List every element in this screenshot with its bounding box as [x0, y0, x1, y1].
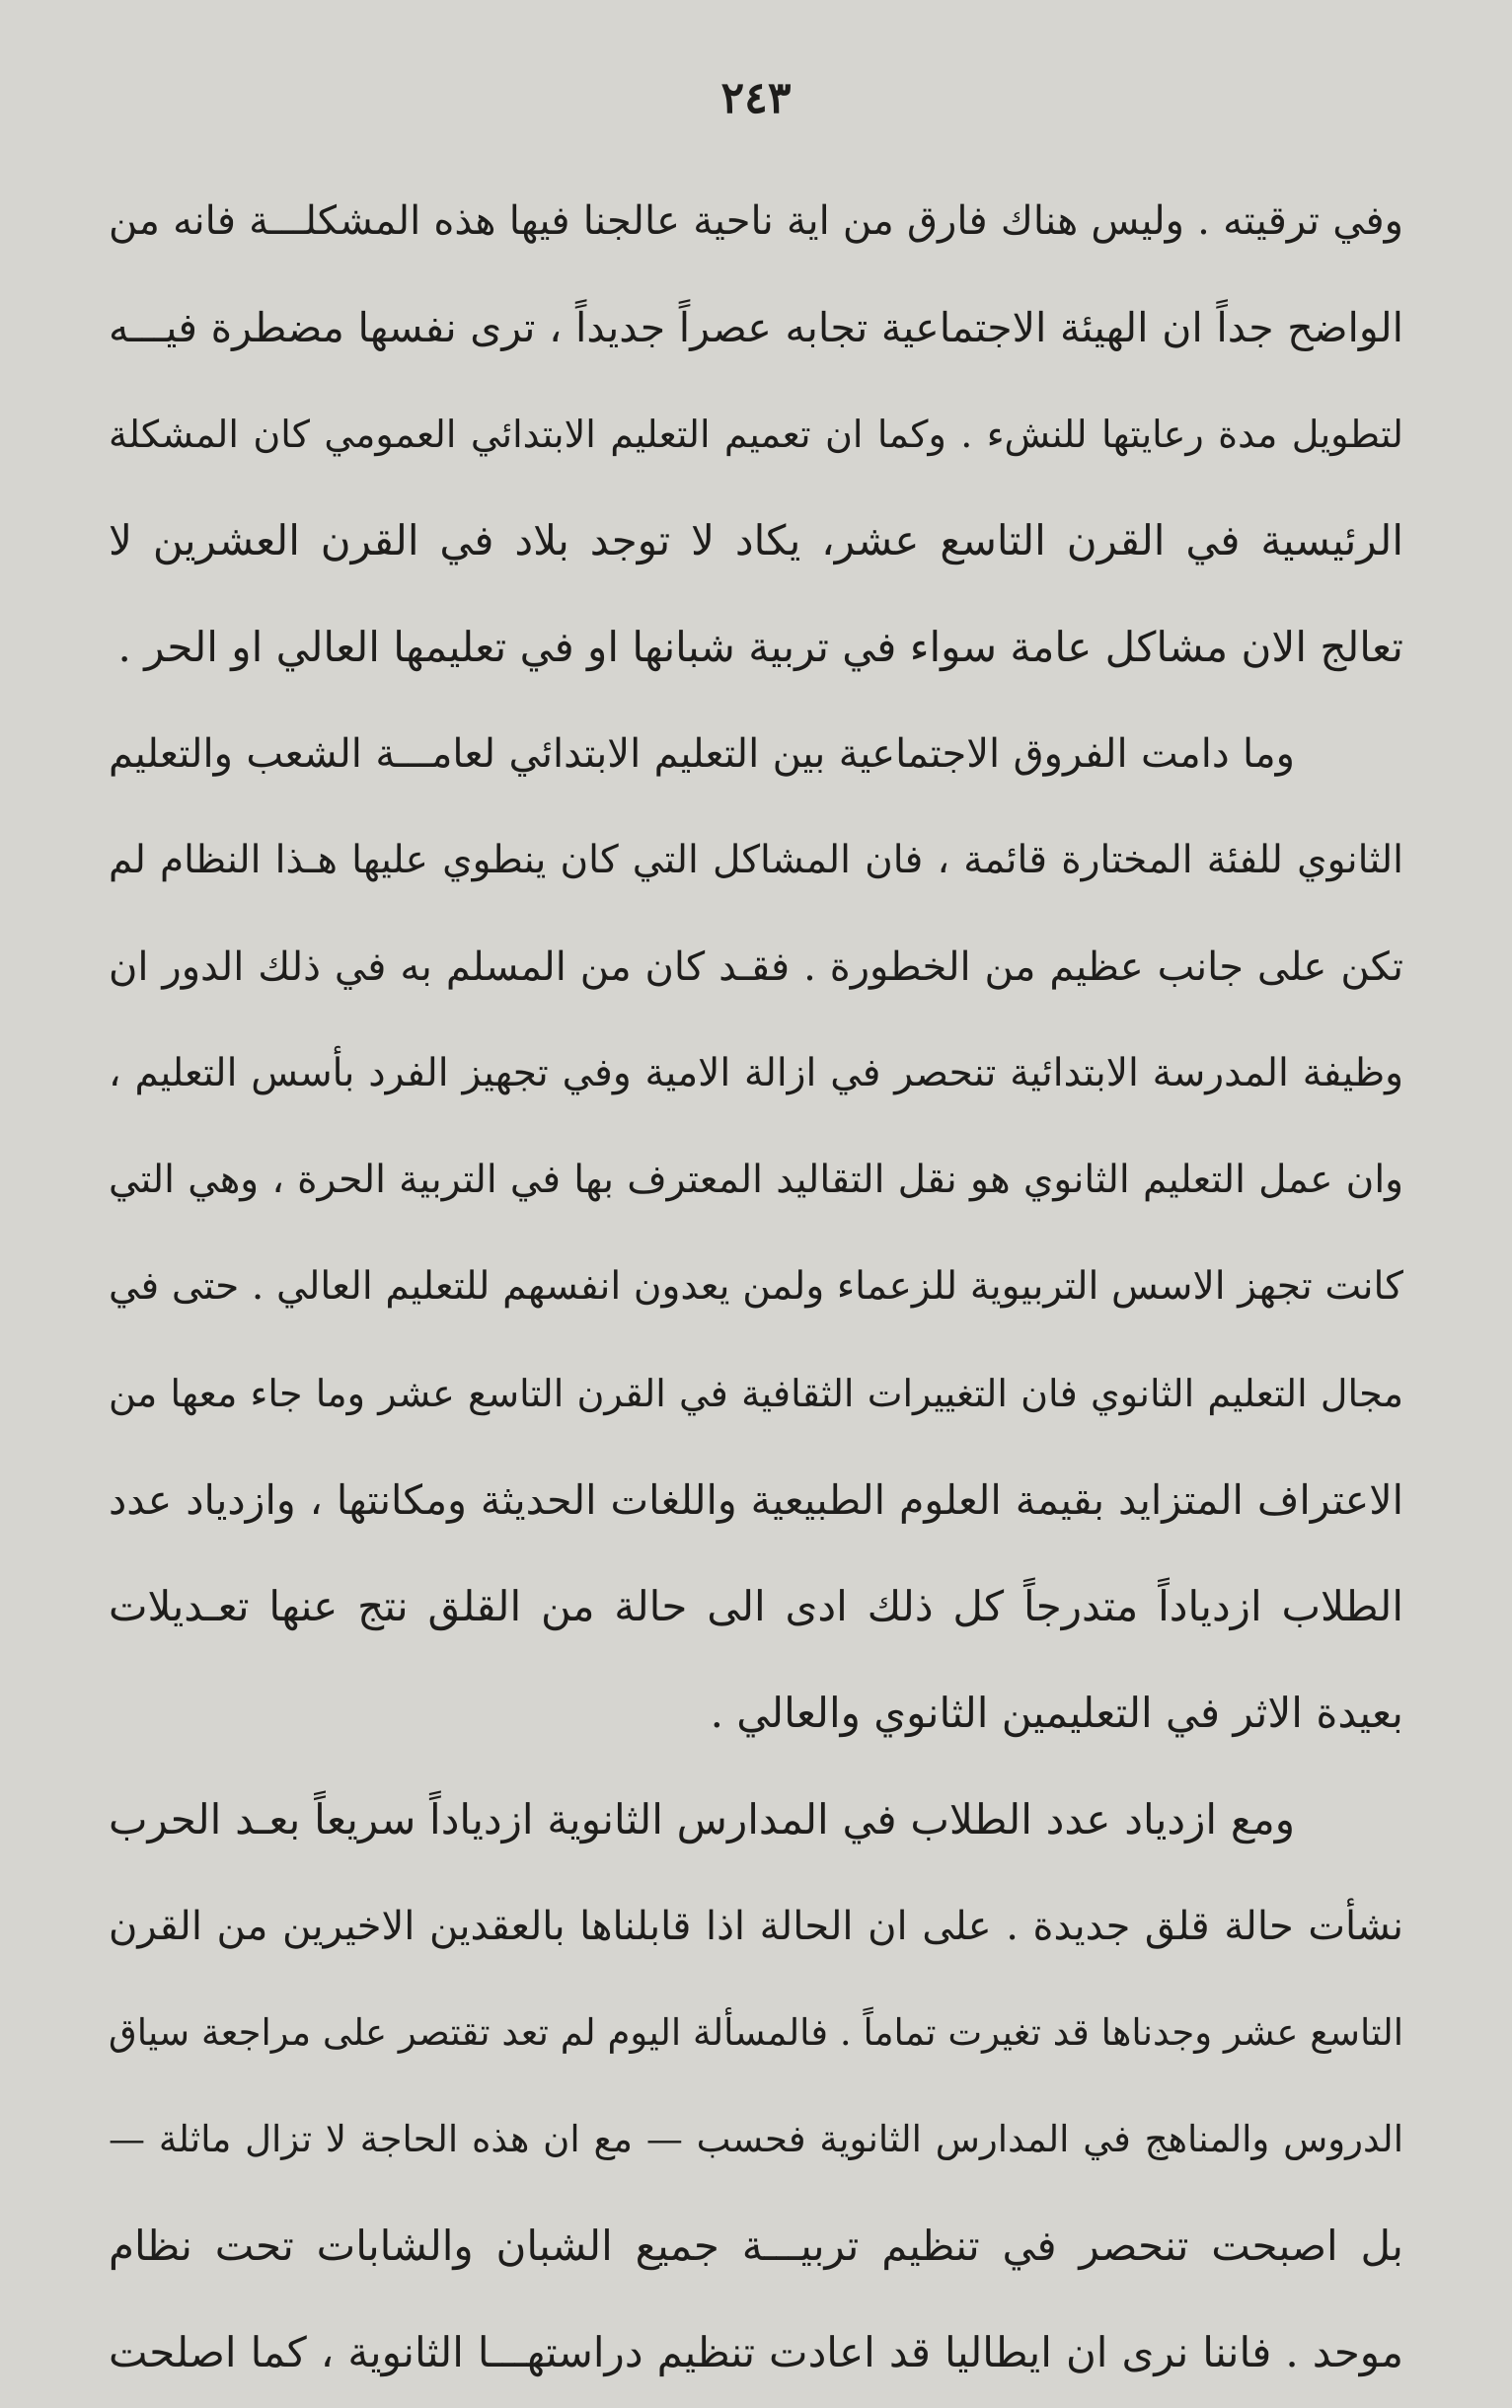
- text-line: بل اصبحت تنحصر في تنظيم تربيـــة جميع الشبان والشابات تحت نظام: [109, 2221, 1403, 2270]
- text-line: لتطويل مدة رعايتها للنشء . وكما ان تعميم التعليم الابتدائي العمومي كان المشكلة: [109, 413, 1403, 456]
- page-number: ٢٤٣: [720, 73, 792, 123]
- text-line: ومع ازدياد عدد الطلاب في المدارس الثانوية ازدياداً سريعاً بعـد الحرب: [109, 1795, 1296, 1844]
- text-line: الطلاب ازدياداً متدرجاً كل ذلك ادى الى حالة من القلق نتج عنها تعـديلات: [109, 1582, 1403, 1630]
- text-line: كانت تجهز الاسس التربيوية للزعماء ولمن يعدون انفسهم للتعليم العالي . حتى في: [109, 1264, 1403, 1309]
- text-line: وان عمل التعليم الثانوي هو نقل التقاليد المعترف بها في التربية الحرة ، وهي التي: [109, 1158, 1403, 1202]
- paragraph-3: [109, 1767, 1403, 2406]
- text-line: نشأت حالة قلق جديدة . على ان الحالة اذا قابلناها بالعقدين الاخيرين من القرن: [109, 1904, 1403, 1949]
- text-line: التاسع عشر وجدناها قد تغيرت تماماً . فالمسألة اليوم لم تعد تقتصر على مراجعة سياق: [109, 2011, 1403, 2054]
- text-line: تكن على جانب عظيم من الخطورة . فقـد كان من المسلم به في ذلك الدور ان: [109, 944, 1403, 990]
- text-line: مجال التعليم الثانوي فان التغييرات الثقافية في القرن التاسع عشر وما جاء معها من: [109, 1372, 1403, 1415]
- paragraph-1: [109, 168, 1403, 701]
- text-line: الواضح جداً ان الهيئة الاجتماعية تجابه عصراً جديداً ، ترى نفسها مضطرة فيـــه: [109, 304, 1403, 351]
- text-line: وما دامت الفروق الاجتماعية بين التعليم الابتدائي لعامـــة الشعب والتعليم: [109, 731, 1295, 777]
- text-line: وظيفة المدرسة الابتدائية تنحصر في ازالة الامية وفي تجهيز الفرد بأسس التعليم ،: [109, 1051, 1403, 1095]
- text-line: موحد . فاننا نرى ان ايطاليا قد اعادت تنظيم دراستهـــا الثانوية ، كما اصلحت: [109, 2328, 1403, 2376]
- text-line: تعالج الان مشاكل عامة سواء في تربية شبانها او في تعليمها العالي او الحر .: [117, 623, 1403, 671]
- text-line: بعيدة الاثر في التعليمين الثانوي والعالي .: [710, 1689, 1403, 1737]
- paragraph-2: [109, 701, 1403, 1767]
- text-line: الدروس والمناهج في المدارس الثانوية فحسب — مع ان هذه الحاجة لا تزال ماثلة —: [109, 2118, 1403, 2160]
- text-line: الاعتراف المتزايد بقيمة العلوم الطبيعية واللغات الحديثة ومكانتها ، وازدياد عدد: [109, 1476, 1403, 1524]
- text-line: الثانوي للفئة المختارة قائمة ، فان المشاكل التي كان ينطوي عليها هـذا النظام لم: [109, 838, 1403, 882]
- text-line: الرئيسية في القرن التاسع عشر، يكاد لا توجد بلاد في القرن العشرين لا: [109, 516, 1403, 564]
- text-line: وفي ترقيته . وليس هناك فارق من اية ناحية عالجنا فيها هذه المشكلـــة فانه من: [109, 198, 1403, 244]
- page-body: [109, 168, 1403, 2406]
